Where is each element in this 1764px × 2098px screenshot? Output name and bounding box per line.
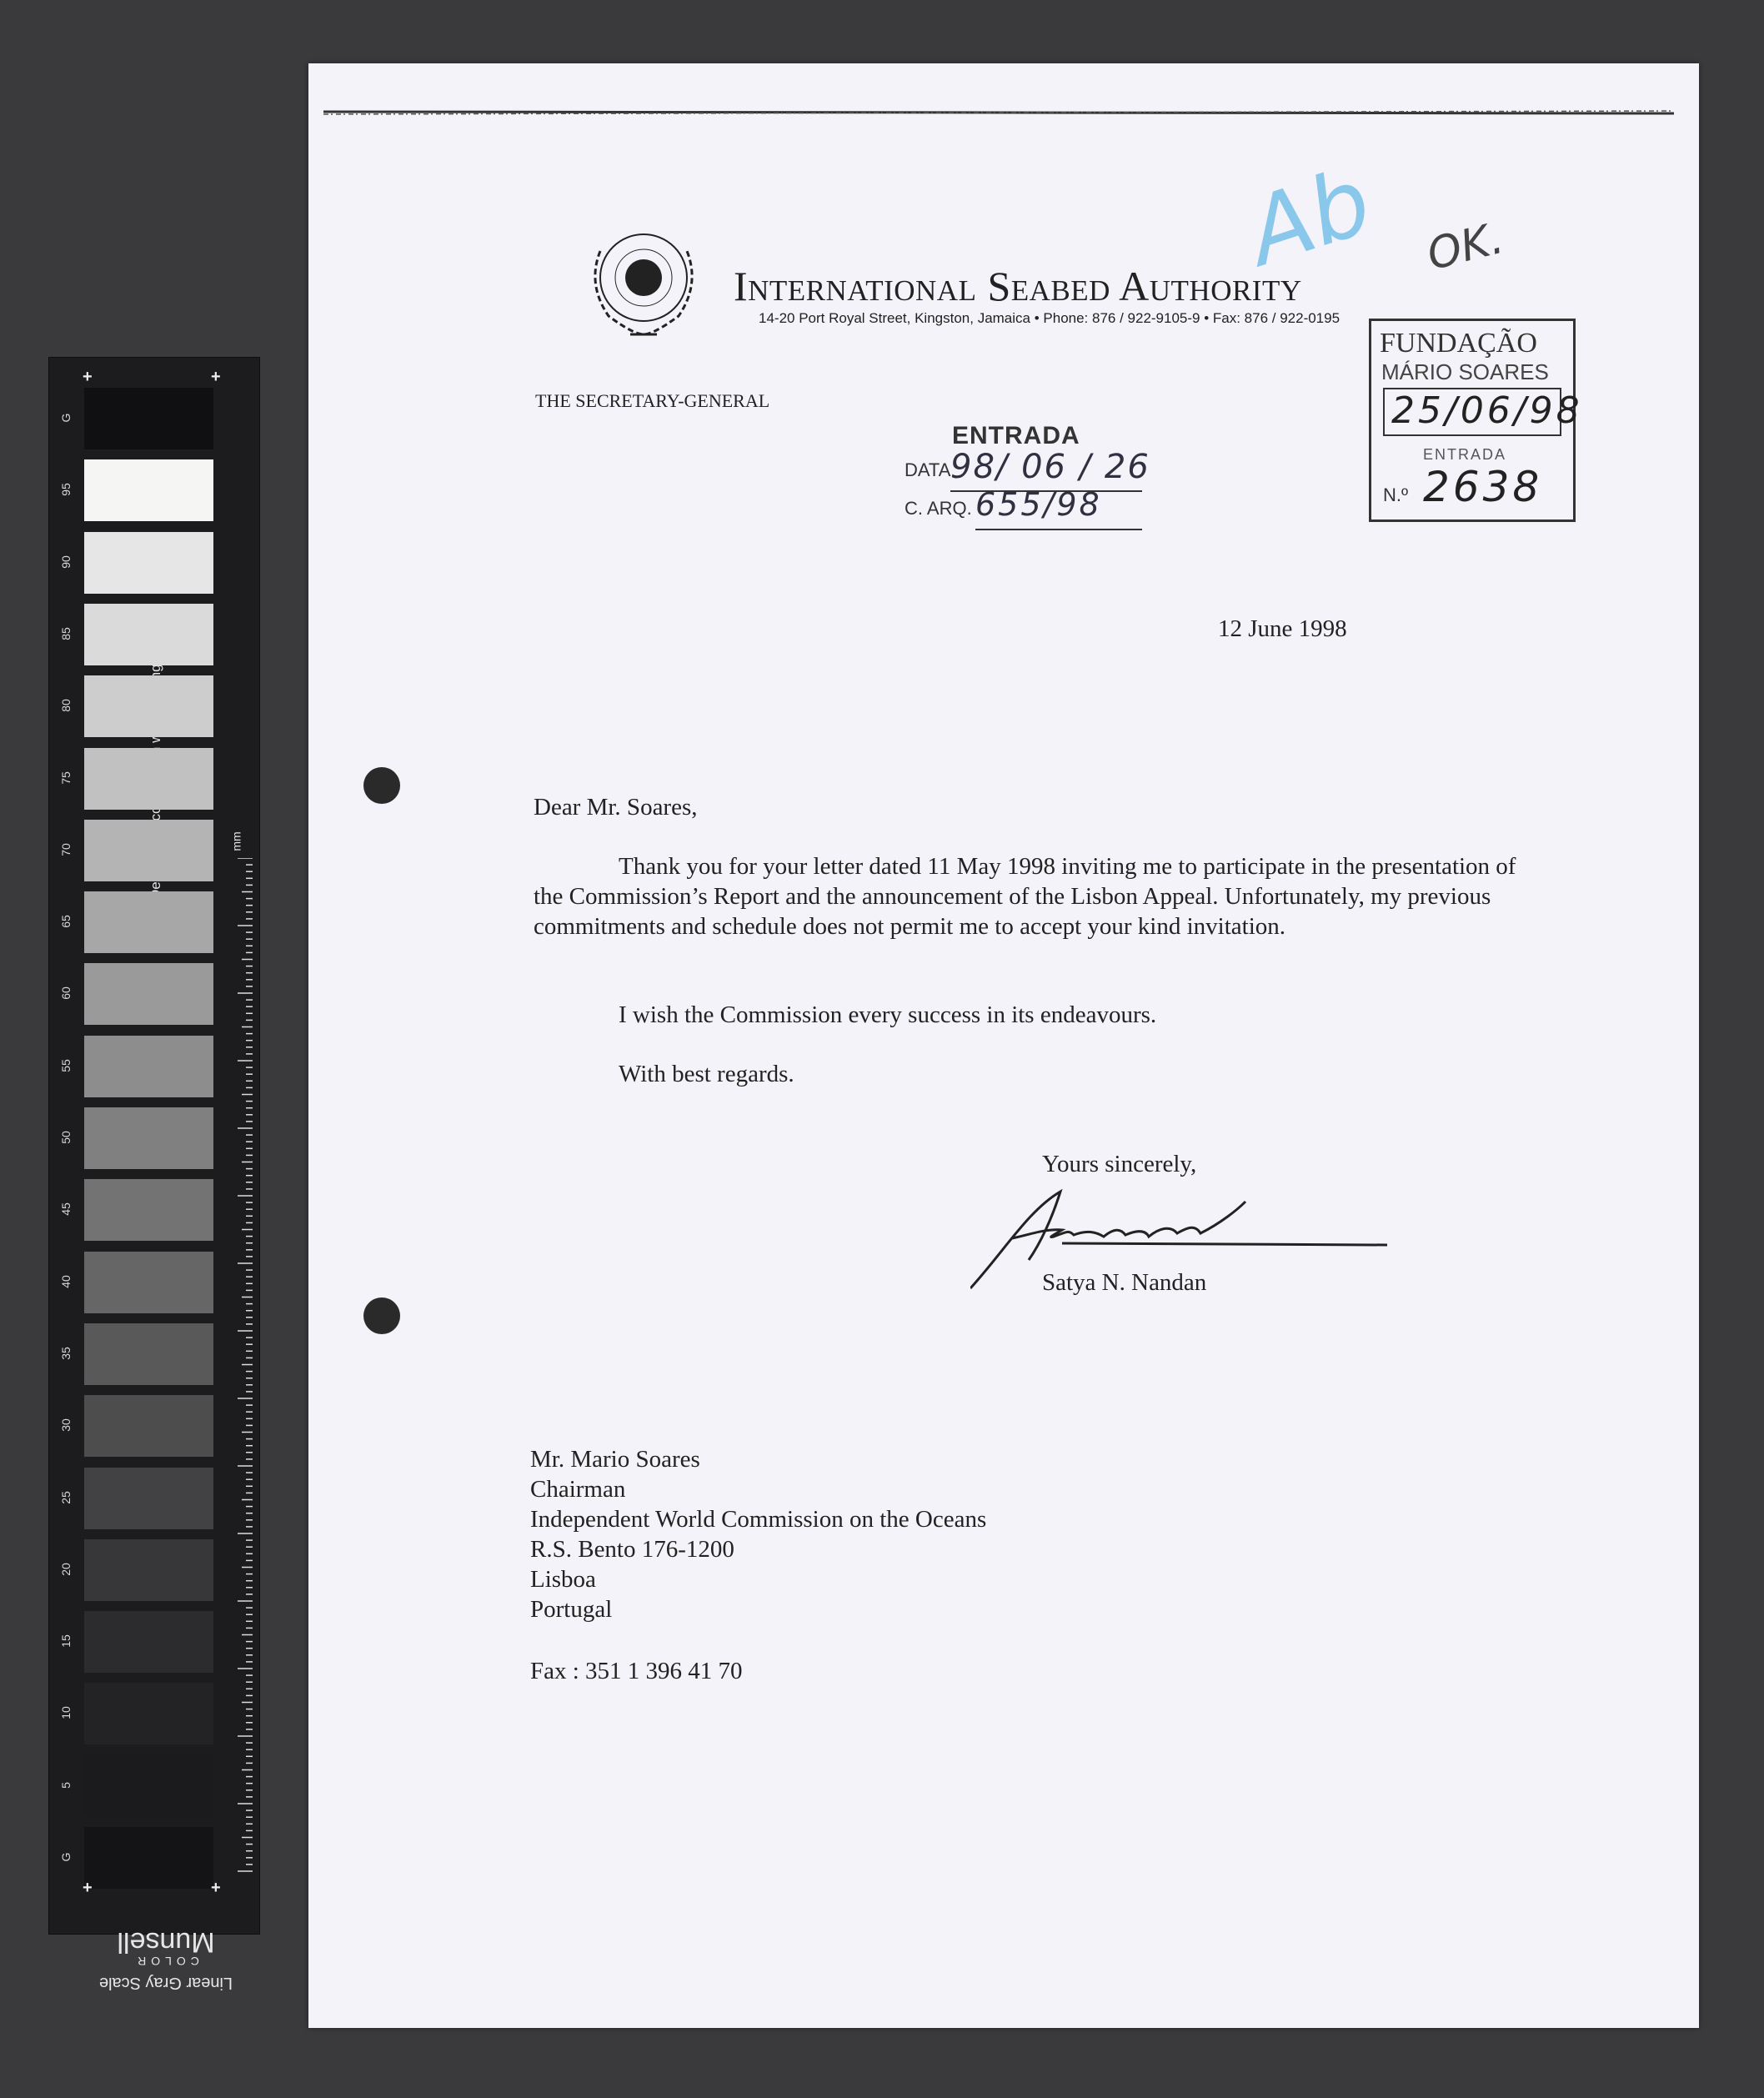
gray-chip bbox=[84, 1539, 213, 1601]
letter-salutation: Dear Mr. Soares, bbox=[534, 794, 698, 821]
letter-paragraph-1 bbox=[534, 851, 1534, 941]
scale-linear-label: Linear Gray Scale bbox=[98, 1974, 233, 1992]
fundacao-stamp-line3: ENTRADA bbox=[1423, 446, 1507, 463]
gray-chip bbox=[84, 820, 213, 881]
gray-chip bbox=[84, 532, 213, 594]
gray-chip-label: 15 bbox=[59, 1634, 73, 1648]
fundacao-stamp bbox=[1369, 319, 1583, 522]
fundacao-stamp-line2: MÁRIO SOARES bbox=[1381, 359, 1549, 384]
gray-chip-label: 40 bbox=[59, 1274, 73, 1288]
gray-chip bbox=[84, 675, 213, 737]
gray-scale-strip bbox=[48, 357, 260, 1992]
letter-closing: Yours sincerely, bbox=[1042, 1151, 1197, 1177]
recipient-fax: Fax : 351 1 396 41 70 bbox=[530, 1658, 743, 1684]
recipient-line: Mr. Mario Soares bbox=[530, 1446, 700, 1473]
gray-chip bbox=[84, 1252, 213, 1313]
recipient-line: Chairman bbox=[530, 1476, 626, 1503]
gray-chip bbox=[84, 1827, 213, 1889]
gray-chip-label: G bbox=[59, 413, 73, 423]
recipient-line: R.S. Bento 176-1200 bbox=[530, 1536, 734, 1563]
entrada-data-value: 98/ 06 / 26 bbox=[950, 448, 1150, 486]
registration-mark: + bbox=[83, 368, 93, 386]
registration-mark: + bbox=[211, 368, 221, 386]
gray-chip-label: 30 bbox=[59, 1418, 73, 1432]
gray-chip-label: 45 bbox=[59, 1202, 73, 1217]
letter-date: 12 June 1998 bbox=[1218, 615, 1347, 642]
gray-chip-label: 60 bbox=[59, 986, 73, 1001]
gray-chip bbox=[84, 1468, 213, 1529]
fundacao-stamp-date: 25/06/98 bbox=[1391, 389, 1583, 432]
gray-chip-label: G bbox=[59, 1852, 73, 1862]
letter-paragraph-1-text: Thank you for your letter dated 11 May 1998 inviting me to participate in the presentation of the Commission’s Report and the announcement of the Lisbon Appeal. Unfortunately, my previous commitments and schedule does not permit me to accept your kind invitation. bbox=[534, 853, 1516, 940]
fundacao-stamp-line1: FUNDAÇÃO bbox=[1380, 328, 1537, 359]
letter-paragraph-3: With best regards. bbox=[619, 1061, 794, 1087]
gray-chip bbox=[84, 1179, 213, 1241]
gray-chip bbox=[84, 388, 213, 449]
letterhead-address: 14-20 Port Royal Street, Kingston, Jamaica • Phone: 876 / 922-9105-9 • Fax: 876 / 922-0195 bbox=[759, 310, 1341, 326]
gray-chip-label: 95 bbox=[59, 483, 73, 497]
gray-chip-label: 55 bbox=[59, 1058, 73, 1072]
letter-page bbox=[308, 63, 1699, 2028]
letter-paragraph-2: I wish the Commission every success in its endeavours. bbox=[619, 1001, 1157, 1028]
scale-ruler bbox=[238, 858, 253, 1884]
gray-chip bbox=[84, 1036, 213, 1097]
signer-name: Satya N. Nandan bbox=[1042, 1269, 1207, 1296]
gray-chip bbox=[84, 1683, 213, 1744]
handwritten-ok: OK. bbox=[1422, 213, 1509, 281]
gray-chip-label: 35 bbox=[59, 1347, 73, 1360]
gray-chip bbox=[84, 604, 213, 665]
recipient-line: Independent World Commission on the Oceans bbox=[530, 1506, 987, 1533]
handwritten-initials: Ab bbox=[1235, 147, 1384, 287]
gray-chip-label: 65 bbox=[59, 915, 73, 928]
gray-chip bbox=[84, 459, 213, 521]
entrada-stamp-title: ENTRADA bbox=[952, 422, 1080, 449]
recipient-line: Portugal bbox=[530, 1596, 613, 1623]
top-edge-line bbox=[323, 108, 1674, 117]
gray-chip bbox=[84, 1611, 213, 1673]
fundacao-stamp-number: 2638 bbox=[1423, 463, 1543, 511]
fundacao-stamp-no-label: N.º bbox=[1383, 484, 1409, 505]
authority-seal-icon bbox=[575, 218, 717, 351]
gray-chip bbox=[84, 1755, 213, 1817]
scale-brand-name: Munsell bbox=[117, 1926, 215, 1958]
gray-chip bbox=[84, 891, 213, 953]
punch-hole bbox=[363, 1297, 400, 1334]
fundacao-stamp-date-box bbox=[1383, 388, 1583, 436]
registration-mark: + bbox=[83, 1879, 93, 1897]
gray-chip-label: 70 bbox=[59, 843, 73, 856]
gray-chip bbox=[84, 1323, 213, 1385]
gray-chip bbox=[84, 963, 213, 1025]
recipient-address bbox=[530, 1444, 986, 1624]
gray-chip-label: 20 bbox=[59, 1563, 73, 1576]
registration-mark: + bbox=[211, 1879, 221, 1897]
punch-hole bbox=[363, 767, 400, 804]
gray-chip-label: 25 bbox=[59, 1490, 73, 1504]
gray-chip-label: 5 bbox=[59, 1781, 73, 1789]
organization-name: International Seabed Authority bbox=[734, 263, 1302, 309]
recipient-line: Lisboa bbox=[530, 1566, 596, 1593]
scale-brand-color: COLOR bbox=[133, 1955, 199, 1968]
gray-chip-label: 10 bbox=[59, 1706, 73, 1720]
entrada-carq-label: C. ARQ. bbox=[905, 498, 972, 519]
entrada-data-label: DATA bbox=[905, 459, 951, 480]
munsell-brand bbox=[83, 1925, 249, 1992]
entrada-carq-value: 655/98 bbox=[975, 486, 1102, 523]
gray-chip bbox=[84, 1107, 213, 1169]
gray-chip-label: 50 bbox=[59, 1131, 73, 1144]
gray-chip-label: 80 bbox=[59, 699, 73, 712]
scale-mm-label: mm bbox=[229, 831, 243, 851]
gray-chip-label: 85 bbox=[59, 627, 73, 640]
department-title: THE SECRETARY-GENERAL bbox=[535, 390, 770, 411]
gray-chip-label: 90 bbox=[59, 555, 73, 569]
entrada-carq-underline bbox=[975, 529, 1142, 530]
gray-chip bbox=[84, 748, 213, 810]
gray-chip-label: 75 bbox=[59, 770, 73, 785]
gray-chip bbox=[84, 1395, 213, 1457]
